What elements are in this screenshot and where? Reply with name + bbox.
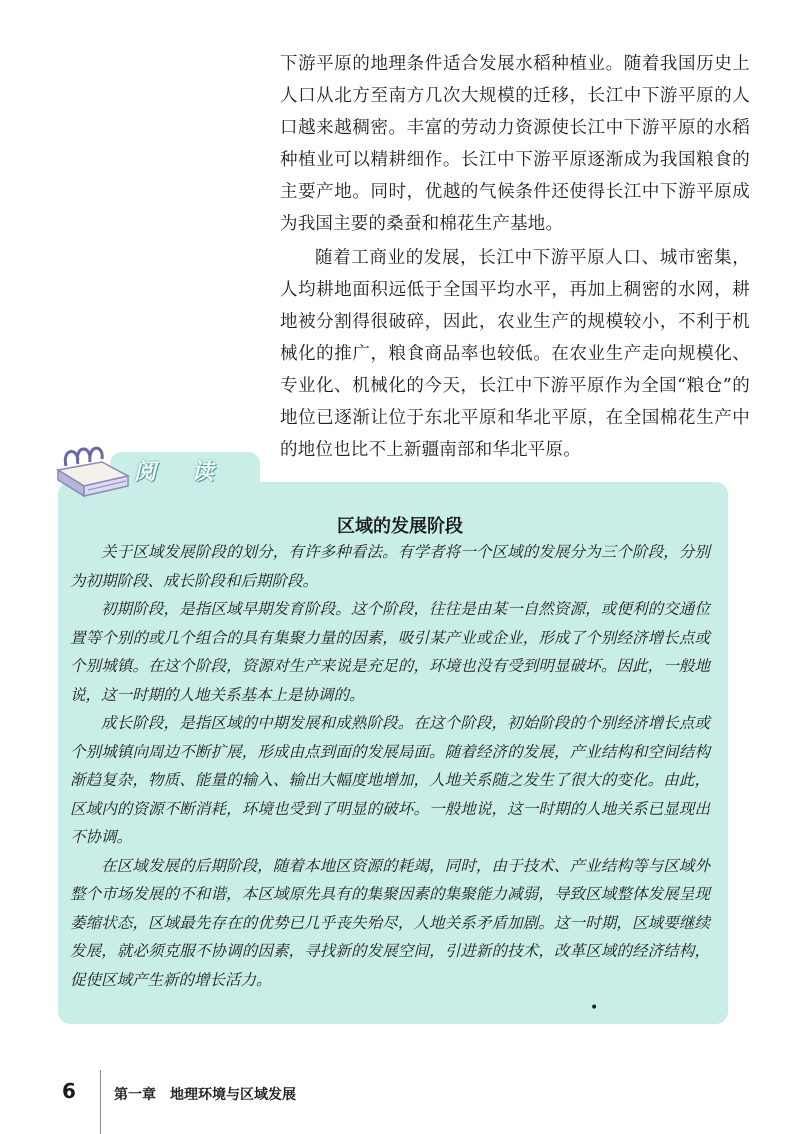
dot-mark: • bbox=[590, 1000, 599, 1016]
reading-body bbox=[70, 538, 710, 994]
reading-label: 阅 读 bbox=[134, 460, 228, 485]
reading-paragraph-1: 关于区域发展阶段的划分，有许多种看法。有学者将一个区域的发展分为三个阶段，分别为初期阶段、成长阶段和后期阶段。 bbox=[70, 543, 710, 590]
book-icon bbox=[52, 432, 132, 502]
reading-paragraph-4: 在区域发展的后期阶段，随着本地区资源的耗竭，同时，由于技术、产业结构等与区域外整个市场发展的不和谐，本区域原先具有的集聚因素的集聚能力减弱，导致区域整体发展呈现萎缩状态，区域最先存在的优势已几乎丧失殆尽，人地关系矛盾加剧。这一时期，区域要继续发展，就必须克服不协调的因素，寻找新的发展空间，引进新的技术，改革区域的经济结构，促使区域产生新的增长活力。 bbox=[70, 856, 710, 989]
reading-paragraph-2: 初期阶段，是指区域早期发育阶段。这个阶段，往往是由某一自然资源，或便利的交通位置等个别的或几个组合的具有集聚力量的因素，吸引某产业或企业，形成了个别经济增长点或个别城镇。在这个阶段，资源对生产来说是充足的，环境也没有受到明显破坏。因此，一般地说，这一时期的人地关系基本上是协调的。 bbox=[70, 600, 710, 704]
chapter-heading bbox=[114, 1084, 296, 1104]
main-paragraph-2: 随着工商业的发展，长江中下游平原人口、城市密集，人均耕地面积远低于全国平均水平，再加上稠密的水网，耕地被分割得很破碎，因此，农业生产的规模较小，不利于机械化的推广，粮食商品率也较低。在农业生产走向规模化、专业化、机械化的今天，长江中下游平原作为全国“粮仓”的地位已逐渐让位于东北平原和华北平原，在全国棉花生产中的地位也比不上新疆南部和华北平原。 bbox=[280, 248, 750, 460]
footer-divider bbox=[100, 1070, 101, 1134]
chapter-number: 第一章 bbox=[114, 1087, 156, 1103]
reading-title: 区域的发展阶段 bbox=[337, 516, 463, 537]
chapter-title: 地理环境与区域发展 bbox=[170, 1087, 296, 1103]
main-text bbox=[280, 48, 750, 466]
reading-paragraph-3: 成长阶段，是指区域的中期发展和成熟阶段。在这个阶段，初始阶段的个别经济增长点或个别城镇向周边不断扩展，形成由点到面的发展局面。随着经济的发展，产业结构和空间结构渐趋复杂，物质、能量的输入、输出大幅度地增加，人地关系随之发生了很大的变化。由此，区域内的资源不断消耗，环境也受到了明显的破坏。一般地说，这一时期的人地关系已显现出不协调。 bbox=[70, 714, 710, 846]
main-paragraph-1: 下游平原的地理条件适合发展水稻种植业。随着我国历史上人口从北方至南方几次大规模的迁移，长江中下游平原的人口越来越稠密。丰富的劳动力资源使长江中下游平原的水稻种植业可以精耕细作。长江中下游平原逐渐成为我国粮食的主要产地。同时，优越的气候条件还使得长江中下游平原成为我国主要的桑蚕和棉花生产基地。 bbox=[280, 54, 750, 234]
page-number: 6 bbox=[62, 1079, 76, 1103]
